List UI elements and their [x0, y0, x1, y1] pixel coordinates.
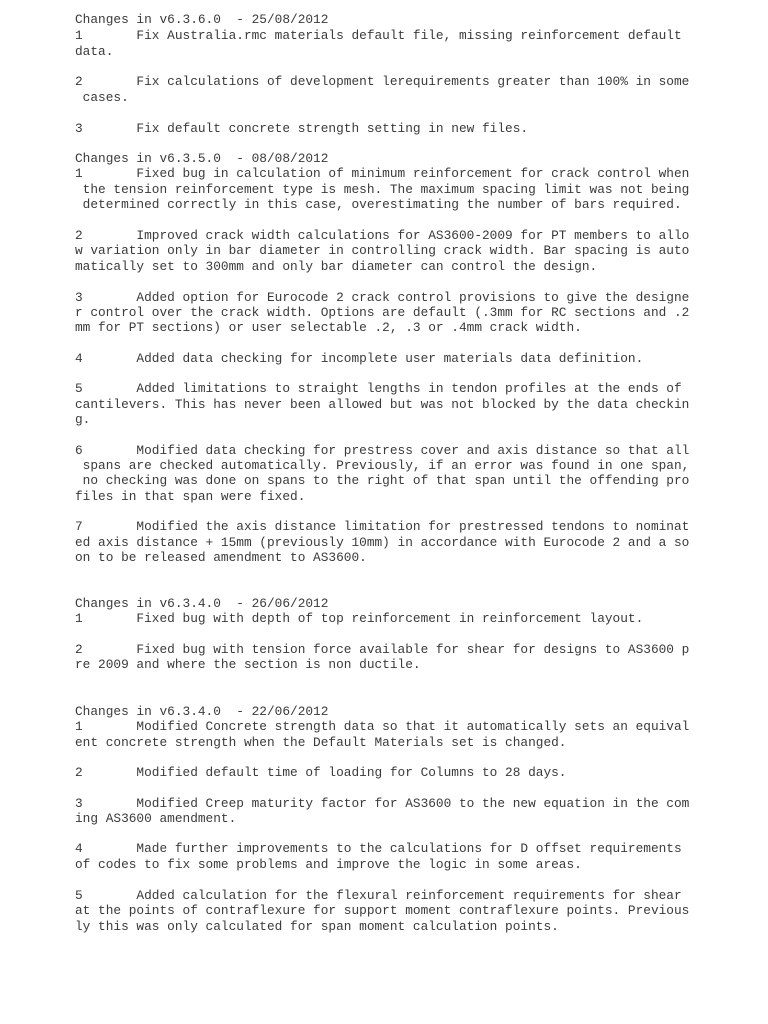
- text-line: spans are checked automatically. Previously, if an error was found in one span,: [75, 458, 690, 473]
- text-line: ing AS3600 amendment.: [75, 811, 237, 826]
- text-line: on to be released amendment to AS3600.: [75, 550, 367, 565]
- text-line: 5 Added calculation for the flexural reinforcement requirements for shear: [75, 888, 682, 903]
- text-line: 2 Improved crack width calculations for AS3600-2009 for PT members to allo: [75, 228, 690, 243]
- text-line: 2 Fixed bug with tension force available for shear for designs to AS3600 p: [75, 642, 690, 657]
- text-line: 3 Modified Creep maturity factor for AS3600 to the new equation in the com: [75, 796, 690, 811]
- version-heading: Changes in v6.3.4.0 - 22/06/2012: [75, 704, 329, 719]
- text-line: 2 Modified default time of loading for Columns to 28 days.: [75, 765, 567, 780]
- text-line: data.: [75, 44, 114, 59]
- version-heading: Changes in v6.3.4.0 - 26/06/2012: [75, 596, 329, 611]
- text-line: 1 Fixed bug with depth of top reinforcement in reinforcement layout.: [75, 611, 644, 626]
- text-line: 1 Fixed bug in calculation of minimum reinforcement for crack control when: [75, 166, 690, 181]
- version-heading: Changes in v6.3.5.0 - 08/08/2012: [75, 151, 329, 166]
- text-line: ent concrete strength when the Default Materials set is changed.: [75, 735, 567, 750]
- text-line: ed axis distance + 15mm (previously 10mm) in accordance with Eurocode 2 and a so: [75, 535, 690, 550]
- version-heading: Changes in v6.3.6.0 - 25/08/2012: [75, 12, 329, 27]
- text-line: determined correctly in this case, overestimating the number of bars required.: [75, 197, 682, 212]
- text-line: 7 Modified the axis distance limitation for prestressed tendons to nominat: [75, 519, 690, 534]
- text-line: 4 Made further improvements to the calculations for D offset requirements: [75, 841, 682, 856]
- text-line: files in that span were fixed.: [75, 489, 306, 504]
- text-line: ly this was only calculated for span moment calculation points.: [75, 919, 559, 934]
- text-line: re 2009 and where the section is non ductile.: [75, 657, 421, 672]
- text-line: no checking was done on spans to the right of that span until the offending pro: [75, 473, 690, 488]
- text-line: matically set to 300mm and only bar diameter can control the design.: [75, 259, 598, 274]
- text-line: 5 Added limitations to straight lengths in tendon profiles at the ends of: [75, 381, 682, 396]
- text-line: cases.: [75, 90, 129, 105]
- text-line: 6 Modified data checking for prestress cover and axis distance so that all: [75, 443, 690, 458]
- text-line: at the points of contraflexure for support moment contraflexure points. Previous: [75, 903, 690, 918]
- text-line: of codes to fix some problems and improve the logic in some areas.: [75, 857, 582, 872]
- text-line: mm for PT sections) or user selectable .2, .3 or .4mm crack width.: [75, 320, 582, 335]
- text-line: 4 Added data checking for incomplete user materials data definition.: [75, 351, 644, 366]
- text-line: 1 Modified Concrete strength data so that it automatically sets an equival: [75, 719, 690, 734]
- text-line: the tension reinforcement type is mesh. The maximum spacing limit was not being: [75, 182, 690, 197]
- text-line: 3 Added option for Eurocode 2 crack control provisions to give the designe: [75, 290, 690, 305]
- text-line: g.: [75, 412, 91, 427]
- text-line: r control over the crack width. Options are default (.3mm for RC sections and .2: [75, 305, 690, 320]
- text-line: cantilevers. This has never been allowed but was not blocked by the data checkin: [75, 397, 690, 412]
- text-line: 2 Fix calculations of development lerequirements greater than 100% in some: [75, 74, 690, 89]
- text-line: w variation only in bar diameter in controlling crack width. Bar spacing is auto: [75, 243, 690, 258]
- text-line: 3 Fix default concrete strength setting in new files.: [75, 121, 529, 136]
- text-line: 1 Fix Australia.rmc materials default file, missing reinforcement default: [75, 28, 682, 43]
